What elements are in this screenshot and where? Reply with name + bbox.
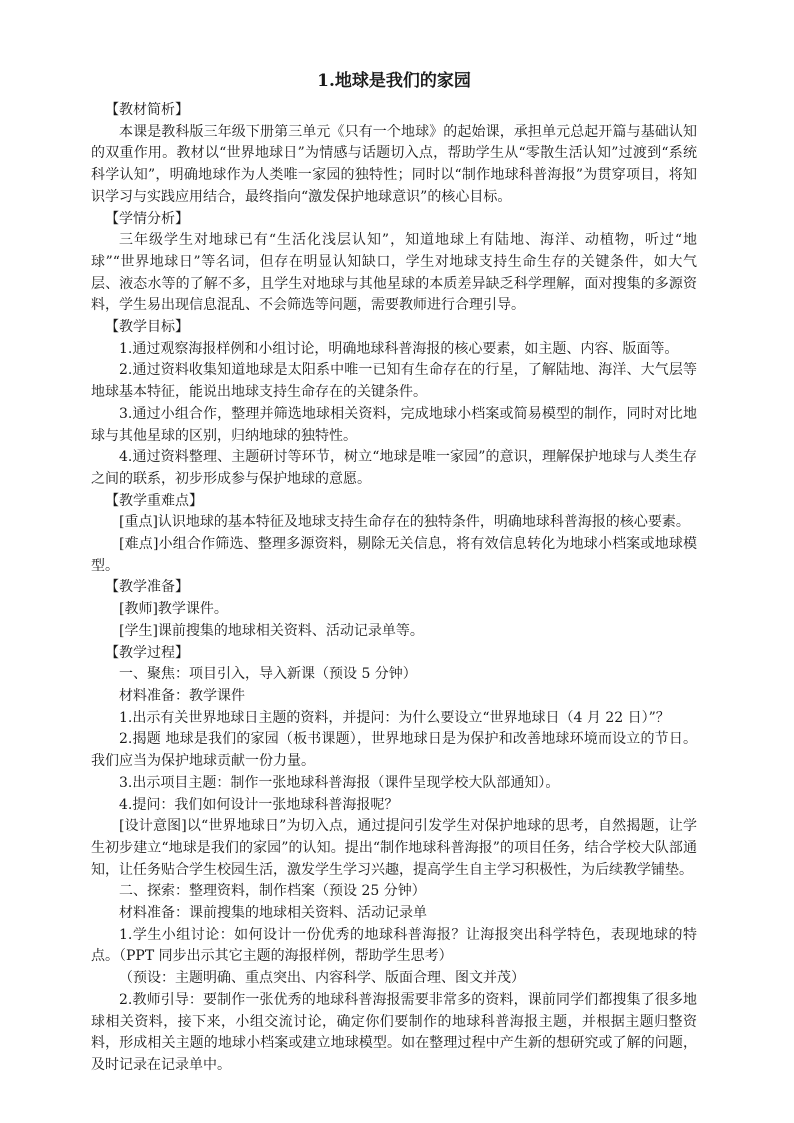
- document-title: 1.地球是我们的家园: [317, 71, 471, 91]
- section-heading-student-analysis: 【学情分析】: [105, 210, 189, 227]
- process-stage-heading: 一、聚焦：项目引入，导入新课（预设 5 分钟）: [119, 666, 417, 683]
- student-preparation: [学生]课前搜集的地球相关资料、活动记录单等。: [119, 622, 424, 639]
- section-heading-key-points: 【教学重难点】: [105, 492, 203, 509]
- section-heading-textbook-analysis: 【教材简析】: [105, 102, 189, 118]
- materials-line: 材料准备：教学课件: [119, 687, 245, 704]
- process-step: 2.教师引导：要制作一张优秀的地球科普海报需要非常多的资料，课前同学们都搜集了很多地球相关资料，接下来，小组交流讨论，确定你们要制作的地球科普海报主题，并根据主题归整资料，形成相关主题的地球小档案或建立地球模型。如在整理过程中产生新的想研究或了解的问题，及时记录在记录单中。: [91, 991, 697, 1073]
- section-heading-preparation: 【教学准备】: [105, 579, 189, 596]
- goal-item: 4.通过资料整理、主题研讨等环节，树立“地球是唯一家园”的意识，理解保护地球与人类生存之间的联系，初步形成参与保护地球的意愿。: [91, 449, 697, 487]
- process-step: 1.学生小组讨论：如何设计一份优秀的地球科普海报？让海报突出科学特色，表现地球的特点。（PPT 同步出示其它主题的海报样例，帮助学生思考）: [91, 926, 697, 965]
- goal-item: 2.通过资料收集知道地球是太阳系中唯一已知有生命存在的行星，了解陆地、海洋、大气层等地球基本特征，能说出地球支持生命存在的关键条件。: [91, 362, 697, 401]
- process-step: 4.提问：我们如何设计一张地球科普海报呢？: [119, 796, 399, 813]
- design-intent: [设计意图]以“世界地球日”为切入点，通过提问引发学生对保护地球的思考，自然揭题，让学生初步建立“地球是我们的家园”的认知。提出“制作地球科普海报”的项目任务，结合学校大队部通知，让任务贴合学生校园生活，激发学生学习兴趣，提高学生自主学习积极性，为后续教学铺垫。: [91, 818, 697, 878]
- goal-item: 1.通过观察海报样例和小组讨论，明确地球科普海报的核心要素，如主题、内容、版面等。: [119, 340, 679, 357]
- process-step: 1.出示有关世界地球日主题的资料，并提问：为什么要设立“世界地球日（4 月 22 日）”？: [119, 709, 670, 726]
- paragraph: 本课是教科版三年级下册第三单元《只有一个地球》的起始课，承担单元总起开篇与基础认知的双重作用。教材以“世界地球日”为情感与话题切入点，帮助学生从“零散生活认知”过渡到“系统科学认知”，明确地球作为人类唯一家园的独特性；同时以“制作地球科普海报”为贯穿项目，将知识学习与实践应用结合，最终指向“激发保护地球意识”的核心目标。: [91, 123, 697, 205]
- section-heading-teaching-process: 【教学过程】: [105, 644, 189, 661]
- teacher-preparation: [教师]教学课件。: [119, 601, 228, 618]
- difficult-point: [难点]小组合作筛选、整理多源资料，剔除无关信息，将有效信息转化为地球小档案或地球模型。: [91, 536, 697, 574]
- document-page: [91, 68, 697, 1077]
- key-point: [重点]认识地球的基本特征及地球支持生命存在的独特条件，明确地球科普海报的核心要素。: [119, 514, 690, 531]
- expected-answer: （预设：主题明确、重点突出、内容科学、版面合理、图文并茂）: [119, 970, 525, 987]
- materials-line: 材料准备：课前搜集的地球相关资料、活动记录单: [119, 905, 427, 922]
- section-heading-teaching-goals: 【教学目标】: [105, 319, 189, 336]
- process-stage-heading: 二、探索：整理资料，制作档案（预设 25 分钟）: [119, 883, 426, 900]
- paragraph: 三年级学生对地球已有“生活化浅层认知”，知道地球上有陆地、海洋、动植物，听过“地球”“世界地球日”等名词，但存在明显认知缺口，学生对地球支持生命生存的关键条件，如大气层、液态水等的了解不多，且学生对地球与其他星球的本质差异缺乏科学理解，面对搜集的多源资料，学生易出现信息混乱、不会筛选等问题，需要教师进行合理引导。: [91, 232, 697, 314]
- process-step: 3.出示项目主题：制作一张地球科普海报（课件呈现学校大队部通知）。: [119, 774, 560, 791]
- process-step: 2.揭题 地球是我们的家园（板书课题），世界地球日是为保护和改善地球环境而设立的节日。我们应当为保护地球贡献一份力量。: [91, 731, 697, 770]
- goal-item: 3.通过小组合作，整理并筛选地球相关资料，完成地球小档案或简易模型的制作，同时对比地球与其他星球的区别，归纳地球的独特性。: [91, 405, 697, 444]
